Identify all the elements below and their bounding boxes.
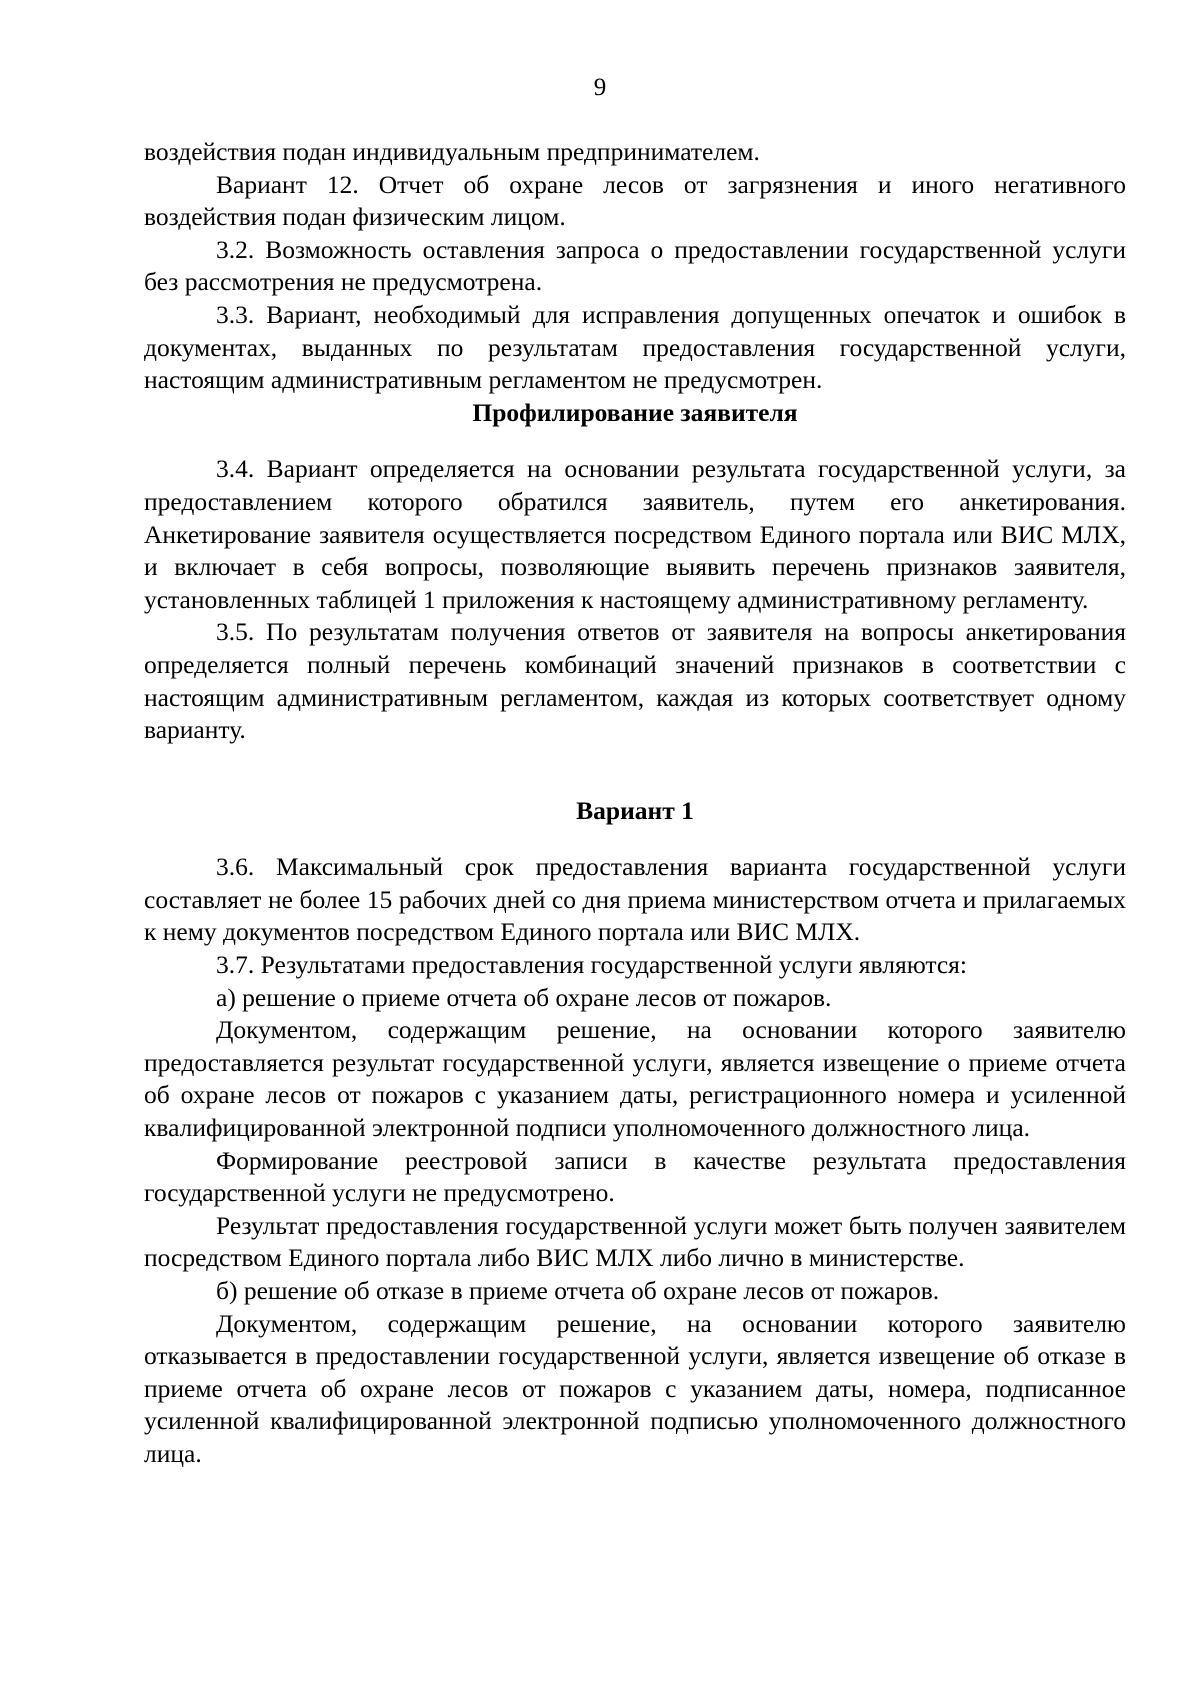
paragraph: Формирование реестровой записи в качестве результата предоставления государственной услуги не предусмотрено.: [144, 1145, 1126, 1208]
paragraph: Документом, содержащим решение, на основании которого заявителю предоставляется результат государственной услуги, является извещение о приеме отчета об охране лесов от пожаров с указанием даты, регистрационного номера и усиленной квалифицированной электронной подписи уполномоченного должностного лица.: [144, 1015, 1126, 1143]
paragraph: 3.2. Возможность оставления запроса о предоставлении государственной услуги без рассмотрения не предусмотрена.: [144, 234, 1126, 297]
paragraph: б) решение об отказе в приеме отчета об охране лесов от пожаров.: [216, 1276, 940, 1305]
paragraph: воздействия подан индивидуальным предпринимателем.: [144, 137, 760, 166]
section-heading-profiling: Профилирование заявителя: [472, 397, 798, 427]
section-heading-variant-1: Вариант 1: [576, 795, 694, 825]
paragraph: Вариант 12. Отчет об охране лесов от загрязнения и иного негативного воздействия подан физическим лицом.: [144, 169, 1126, 232]
paragraph: а) решение о приеме отчета об охране лесов от пожаров.: [216, 982, 832, 1012]
paragraph: 3.5. По результатам получения ответов от заявителя на вопросы анкетирования определяется полный перечень комбинаций значений признаков в соответствии с настоящим административным регламентом, каждая из которых соответствует одному варианту.: [144, 617, 1126, 745]
document-body: [144, 136, 1126, 1471]
paragraph: 3.7. Результатами предоставления государственной услуги являются:: [216, 950, 967, 980]
paragraph: 3.4. Вариант определяется на основании результата государственной услуги, за предоставлением которого обратился заявитель, путем его анкетирования. Анкетирование заявителя осуществляется посредством Единого портала или ВИС МЛХ, и включает в себя вопросы, позволяющие выявить перечень признаков заявителя, установленных таблицей 1 приложения к настоящему административному регламенту.: [144, 454, 1126, 614]
paragraph: Документом, содержащим решение, на основании которого заявителю отказывается в предоставлении государственной услуги, является извещение об отказе в приеме отчета об охране лесов от пожаров с указанием даты, номера, подписанное усиленной квалифицированной электронной подписью уполномоченного должностного лица.: [144, 1308, 1126, 1468]
paragraph: 3.3. Вариант, необходимый для исправления допущенных опечаток и ошибок в документах, выданных по результатам предоставления государственной услуги, настоящим административным регламентом не предусмотрен.: [144, 299, 1126, 395]
paragraph: Результат предоставления государственной услуги может быть получен заявителем посредством Единого портала либо ВИС МЛХ либо лично в министерстве.: [144, 1210, 1126, 1273]
paragraph: 3.6. Максимальный срок предоставления варианта государственной услуги составляет не более 15 рабочих дней со дня приема министерством отчета и прилагаемых к нему документов посредством Единого портала или ВИС МЛХ.: [144, 852, 1126, 947]
page-number: 9: [593, 74, 607, 101]
